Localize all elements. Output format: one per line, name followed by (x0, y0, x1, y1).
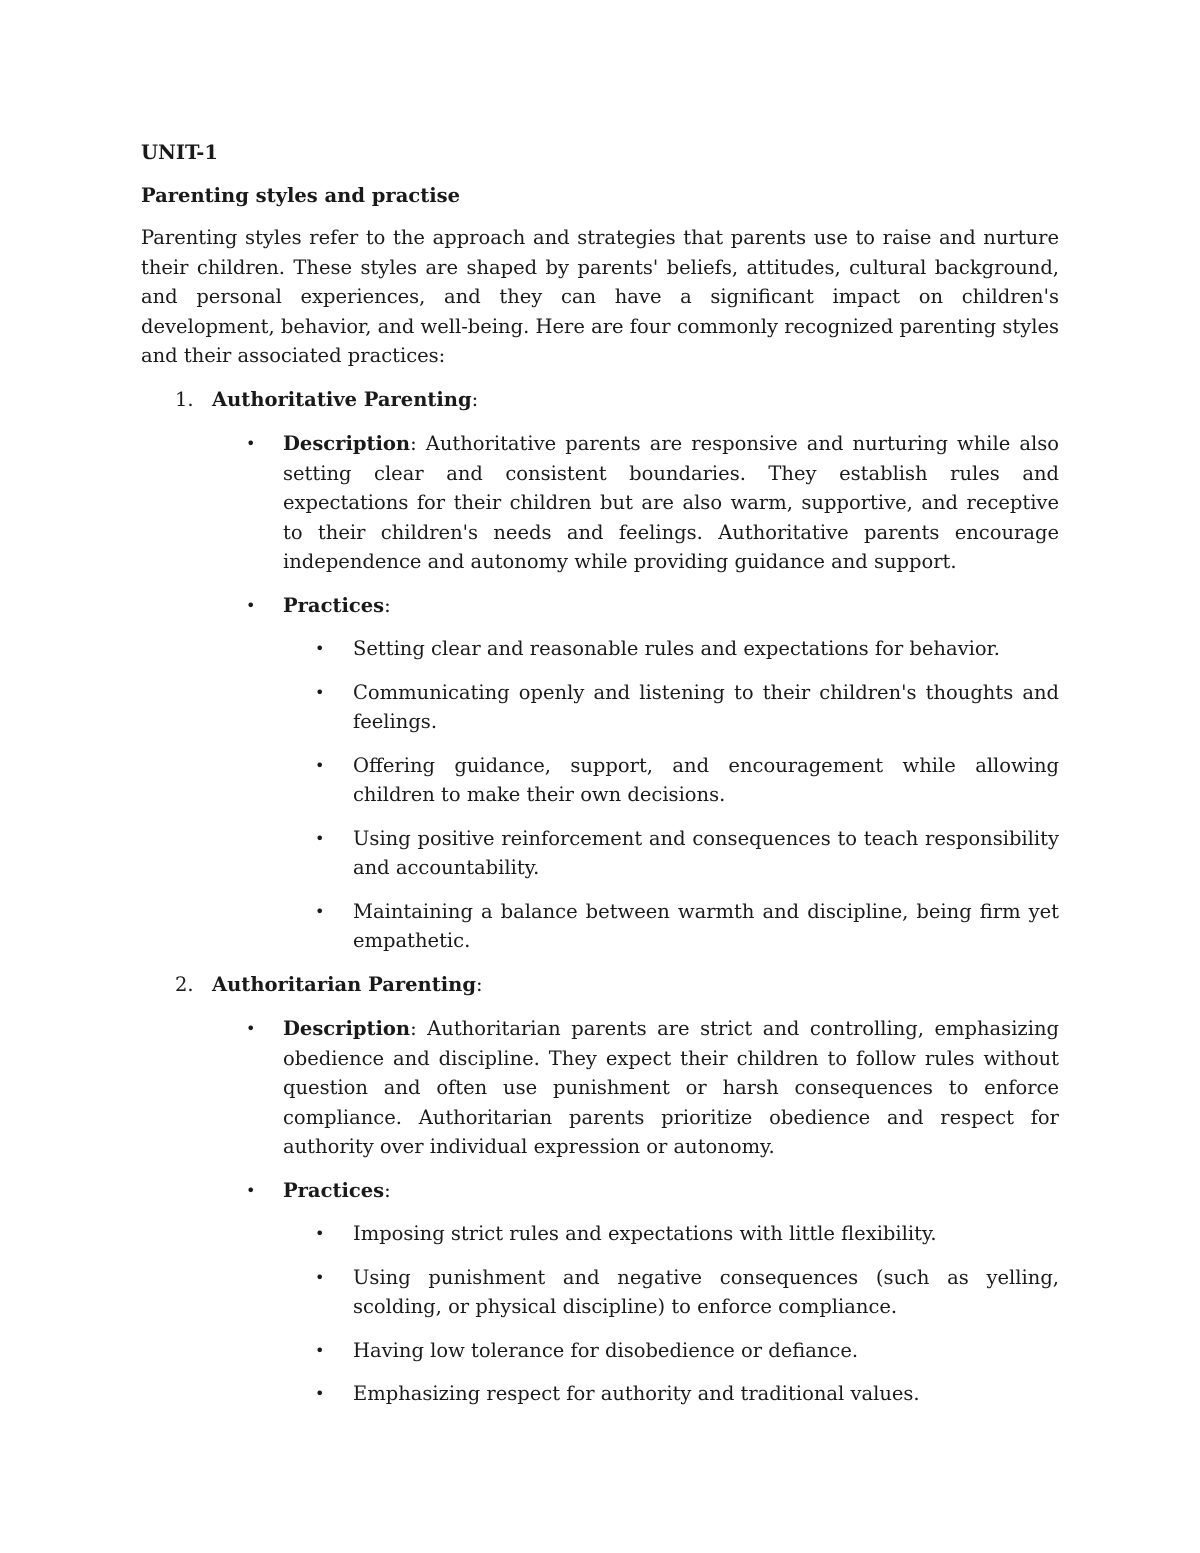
bullet-icon: • (315, 1267, 325, 1287)
style-name: Authoritative Parenting (212, 387, 472, 411)
practices-item: • Practices: (141, 1176, 1059, 1206)
description-text: Authoritative parents are responsive and nurturing while also setting clear and consistent boundaries. They establish rules and expectations for their children but are also warm, supportive, and receptive to their children's needs and feelings. Authoritative parents encourage independence and autonomy while providing guidance and support. (283, 432, 1059, 573)
practice-text: Setting clear and reasonable rules and expectations for behavior. (353, 637, 1000, 660)
description-text: Authoritarian parents are strict and controlling, emphasizing obedience and discipline. They expect their children to follow rules without question and often use punishment or harsh consequences to enforce compliance. Authoritarian parents prioritize obedience and respect for authority over individual expression or autonomy. (283, 1017, 1059, 1158)
style-heading (141, 385, 1059, 415)
style-name: Authoritarian Parenting (212, 972, 476, 996)
practice-list-item (141, 1219, 1059, 1249)
bullet-icon: • (315, 755, 325, 775)
bullet-icon: • (246, 595, 256, 615)
practice-list-item (141, 678, 1059, 737)
practice-text: Maintaining a balance between warmth and discipline, being firm yet empathetic. (353, 899, 1059, 952)
description-item: • Description: Authoritative parents are responsive and nurturing while also setting clear and consistent boundaries. They establish rules and expectations for their children but are also warm, supportive, and receptive to their children's needs and feelings. Authoritative parents encourage independence and autonomy while providing guidance and support. (141, 429, 1059, 577)
practice-text: Imposing strict rules and expectations with little flexibility. (353, 1222, 937, 1245)
practices-label: Practices (283, 1178, 385, 1202)
practice-list-item (141, 897, 1059, 956)
practice-text: Using punishment and negative consequences (such as yelling, scolding, or physical discipline) to enforce compliance. (353, 1265, 1059, 1318)
bullet-icon: • (246, 1180, 256, 1200)
bullet-icon: • (315, 1384, 325, 1403)
document-page (141, 138, 1059, 1423)
description-label: Description (283, 432, 411, 455)
practices-label: Practices (283, 593, 385, 617)
practices-item: • Practices: (141, 591, 1059, 621)
practice-text: Communicating openly and listening to their children's thoughts and feelings. (353, 680, 1059, 733)
practice-list-item (141, 824, 1059, 883)
practice-list-item (141, 1379, 1059, 1409)
style-heading (141, 970, 1059, 1000)
style-number: 2. (175, 972, 194, 996)
bullet-icon: • (315, 828, 325, 848)
bullet-icon: • (315, 682, 325, 702)
bullet-icon: • (315, 639, 325, 658)
practice-list-item (141, 634, 1059, 664)
colon: : (471, 387, 479, 411)
bullet-icon: • (315, 1340, 325, 1360)
bullet-icon: • (315, 1224, 325, 1243)
parenting-style-item (141, 385, 1059, 956)
unit-heading: UNIT-1 (141, 141, 218, 164)
page-title: Parenting styles and practise (141, 183, 460, 207)
practice-text: Having low tolerance for disobedience or defiance. (353, 1338, 859, 1362)
style-number: 1. (175, 387, 194, 411)
practice-text: Emphasizing respect for authority and traditional values. (353, 1382, 920, 1405)
intro-paragraph: Parenting styles refer to the approach and strategies that parents use to raise and nurture their children. These styles are shaped by parents' beliefs, attitudes, cultural background, and personal experiences, and they can have a significant impact on children's development, behavior, and well-being. Here are four commonly recognized parenting styles and their associated practices: (141, 226, 1059, 367)
description-label: Description (283, 1017, 411, 1040)
parenting-style-item (141, 970, 1059, 1409)
practice-list-item (141, 1263, 1059, 1322)
practice-list-item (141, 1336, 1059, 1366)
colon: : (475, 972, 483, 996)
bullet-icon: • (246, 1019, 256, 1038)
practice-text: Using positive reinforcement and consequences to teach responsibility and accountability. (353, 826, 1059, 879)
practice-list-item (141, 751, 1059, 810)
practice-text: Offering guidance, support, and encouragement while allowing children to make their own decisions. (353, 753, 1059, 806)
bullet-icon: • (246, 434, 256, 453)
description-item: • Description: Authoritarian parents are strict and controlling, emphasizing obedience and discipline. They expect their children to follow rules without question and often use punishment or harsh consequences to enforce compliance. Authoritarian parents prioritize obedience and respect for authority over individual expression or autonomy. (141, 1014, 1059, 1162)
bullet-icon: • (315, 901, 325, 921)
